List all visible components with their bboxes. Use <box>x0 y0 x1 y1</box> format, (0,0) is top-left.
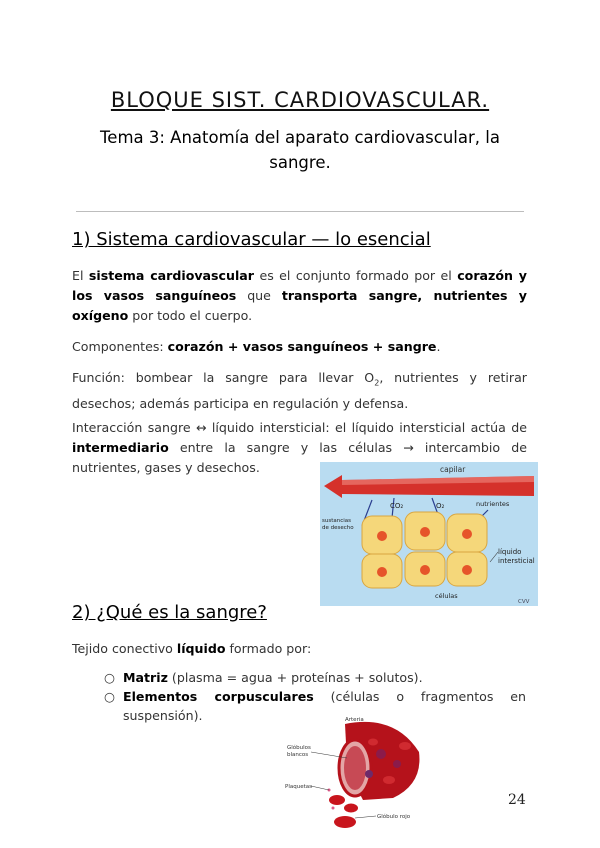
capillary-diagram <box>320 462 538 606</box>
page-number: 24 <box>508 792 526 808</box>
section-1-heading: 1) Sistema cardiovascular — lo esencial <box>72 229 431 250</box>
list-item: ○ Elementos corpusculares (células o fragmentos en suspensión). <box>104 689 526 723</box>
label-plaquetas: Plaquetas <box>285 784 312 790</box>
label-globulos-blancos-1: Glóbulos <box>287 745 311 751</box>
label-co2: CO₂ <box>390 502 404 510</box>
label-desecho-2: de desecho <box>322 525 354 531</box>
label-arteria: Arteria <box>345 717 364 723</box>
label-globulo-rojo: Glóbulo rojo <box>377 814 411 820</box>
topic-subtitle: Tema 3: Anatomía del aparato cardiovascular, la sangre. <box>100 128 500 172</box>
label-celulas: células <box>435 592 458 600</box>
list-item: ○ Matriz (plasma = agua + proteínas + solutos). <box>104 670 423 685</box>
section-2-heading: 2) ¿Qué es la sangre? <box>72 602 267 623</box>
paragraph-interaction: Interacción sangre ↔ líquido intersticial: el líquido intersticial actúa de intermediario entre la sangre y las células → intercambio de nutrientes, gases y desechos. <box>72 420 527 475</box>
divider <box>76 211 524 212</box>
bullet-icon: ○ <box>104 689 115 704</box>
paragraph-function: Función: bombear la sangre para llevar $O_2$, nutrientes y retirar desechos; además participa en regulación y defensa. <box>72 370 527 411</box>
paragraph-blood-intro: Tejido conectivo líquido formado por: <box>72 641 312 656</box>
label-nutrientes: nutrientes <box>476 500 510 508</box>
label-desecho-1: sustancias <box>322 518 352 524</box>
label-liquido-2: intersticial <box>498 557 535 565</box>
label-globulos-blancos-2: blancos <box>287 752 309 758</box>
figure-credit: CVV <box>518 599 530 605</box>
paragraph-components: Componentes: corazón + vasos sanguíneos + sangre. <box>72 339 441 354</box>
label-o2: O₂ <box>436 502 445 510</box>
label-liquido-1: líquido <box>498 548 522 556</box>
bullet-icon: ○ <box>104 670 115 685</box>
label-capilar: capilar <box>440 465 466 474</box>
artery-illustration <box>285 712 425 832</box>
paragraph-definition: El sistema cardiovascular es el conjunto formado por el corazón y los vasos sanguíneos que transporta sangre, nutrientes y oxígeno por todo el cuerpo. <box>72 268 528 323</box>
page-title: BLOQUE SIST. CARDIOVASCULAR. <box>110 88 490 113</box>
